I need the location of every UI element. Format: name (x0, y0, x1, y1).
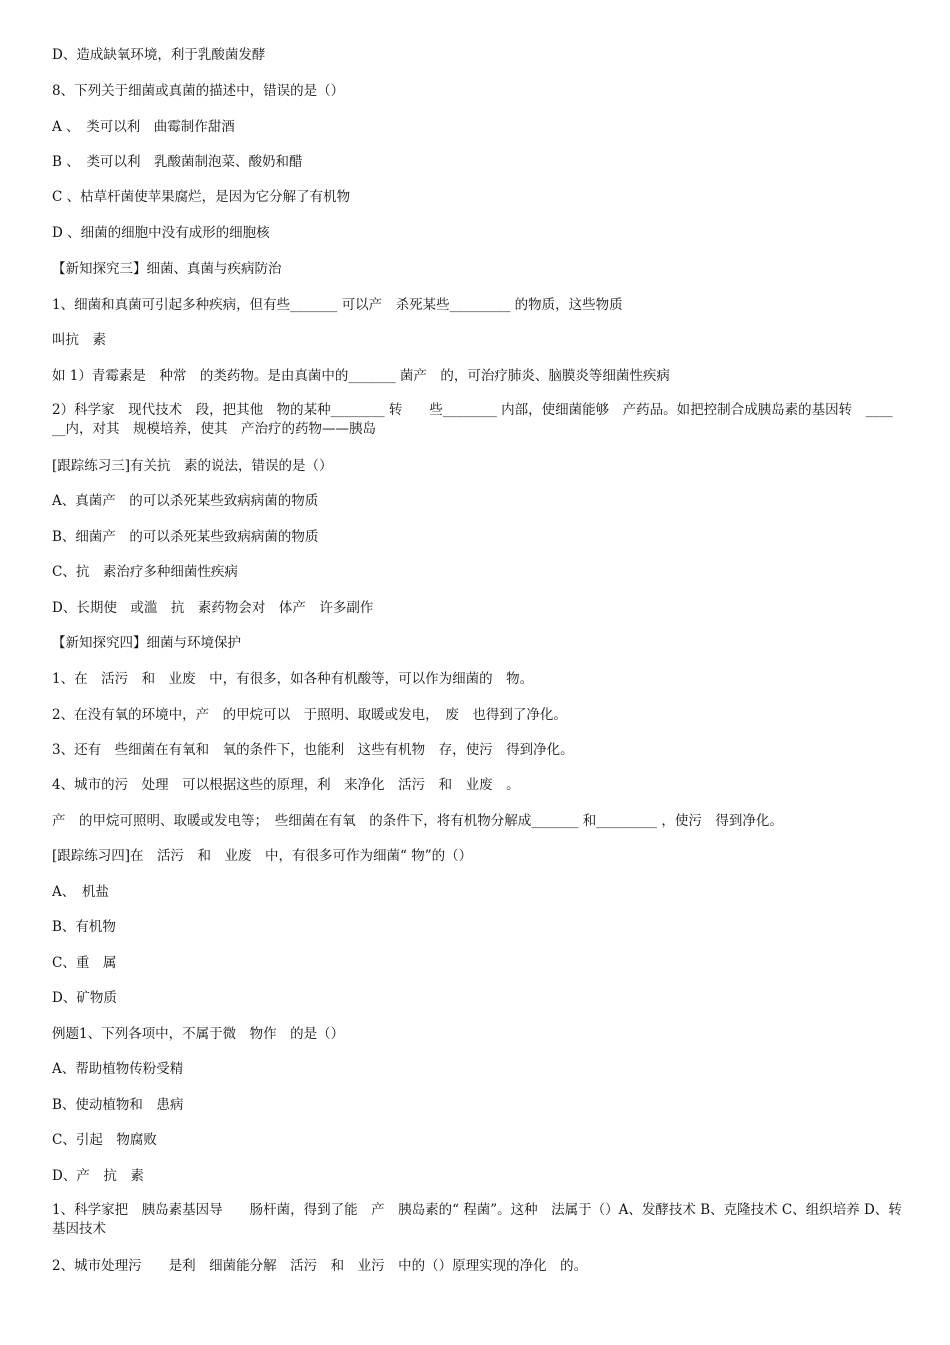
section-heading-4: 【新知探究四】细菌与环境保护 (52, 635, 241, 651)
option-b-text: B、细菌产 的可以杀死某些致病病菌的物质 (52, 529, 319, 545)
practice-question-3: [跟踪练习三]有关抗 素的说法，错误的是（） (52, 458, 333, 474)
option-a-text: A 、 类可以利 曲霉制作甜酒 (52, 119, 235, 135)
fill-blank-question: 2）科学家 现代技术 段，把其他 物的某种________ 转 些________ 内部，使细菌能够 产药品。如把控制合成胰岛素的基因转 ____ __内，对其 规模培养，使其 产治疗的药物——胰岛 (52, 402, 897, 437)
option-c-text: C 、枯草杆菌使苹果腐烂，是因为它分解了有机物 (52, 189, 351, 205)
option-b-text: B、使动植物和 患病 (52, 1097, 184, 1113)
option-d-text: D、矿物质 (52, 990, 117, 1006)
exercise-question-1: 1、科学家把 胰岛素基因导 肠杆菌，得到了能 产 胰岛素的“ 程菌”。这种 法属于（）A、发酵技术 B、克隆技术 C、组织培养 D、转基因技术 (52, 1202, 902, 1237)
paragraph-text: 1、在 活污 和 业废 中，有很多，如各种有机酸等，可以作为细菌的 物。 (52, 671, 534, 687)
paragraph-text: 叫抗 素 (52, 332, 106, 348)
option-d-text: D、造成缺氧环境，利于乳酸菌发酵 (52, 47, 266, 63)
option-c-text: C、重 属 (52, 955, 117, 971)
paragraph-text: 2、在没有氧的环境中，产 的甲烷可以 于照明、取暖或发电， 废 也得到了净化。 (52, 707, 567, 723)
option-b-text: B、有机物 (52, 919, 116, 935)
exercise-question-2: 2、城市处理污 是利 细菌能分解 活污 和 业污 中的（）原理实现的净化 的。 (52, 1258, 588, 1274)
option-b-text: B 、 类可以利 乳酸菌制泡菜、酸奶和醋 (52, 154, 303, 170)
option-d-text: D、产 抗 素 (52, 1168, 144, 1184)
question-8-stem: 8、下列关于细菌或真菌的描述中，错误的是（） (52, 83, 345, 99)
section-heading-3: 【新知探究三】细菌、真菌与疾病防治 (52, 261, 282, 277)
paragraph-text: 3、还有 些细菌在有氧和 氧的条件下，也能利 这些有机物 存，使污 得到净化。 (52, 742, 574, 758)
paragraph-text: 4、城市的污 处理 可以根据这些的原理，利 来净化 活污 和 业废 。 (52, 777, 520, 793)
option-a-text: A、真菌产 的可以杀死某些致病病菌的物质 (52, 493, 319, 509)
practice-question-4: [跟踪练习四]在 活污 和 业废 中，有很多可作为细菌“ 物”的（） (52, 848, 473, 864)
option-c-text: C、引起 物腐败 (52, 1132, 157, 1148)
option-a-text: A、 机盐 (52, 884, 109, 900)
fill-blank-question: 如 1）青霉素是 种常 的类药物。是由真菌中的_______ 菌产 的，可治疗肺炎、脑膜炎等细菌性疾病 (52, 368, 670, 384)
option-c-text: C、抗 素治疗多种细菌性疾病 (52, 564, 238, 580)
option-a-text: A、帮助植物传粉受精 (52, 1061, 184, 1077)
fill-blank-question: 产 的甲烷可照明、取暖或发电等； 些细菌在有氧 的条件下，将有机物分解成_______ 和_________ ，使污 得到净化。 (52, 813, 783, 829)
example-question-1: 例题1、下列各项中，不属于微 物作 的是（） (52, 1026, 345, 1042)
option-d-text: D、长期使 或滥 抗 素药物会对 体产 许多副作 (52, 600, 374, 616)
option-d-text: D 、细菌的细胞中没有成形的细胞核 (52, 225, 270, 241)
fill-blank-question: 1、细菌和真菌可引起多种疾病，但有些_______ 可以产 杀死某些_________ 的物质，这些物质 (52, 297, 623, 313)
